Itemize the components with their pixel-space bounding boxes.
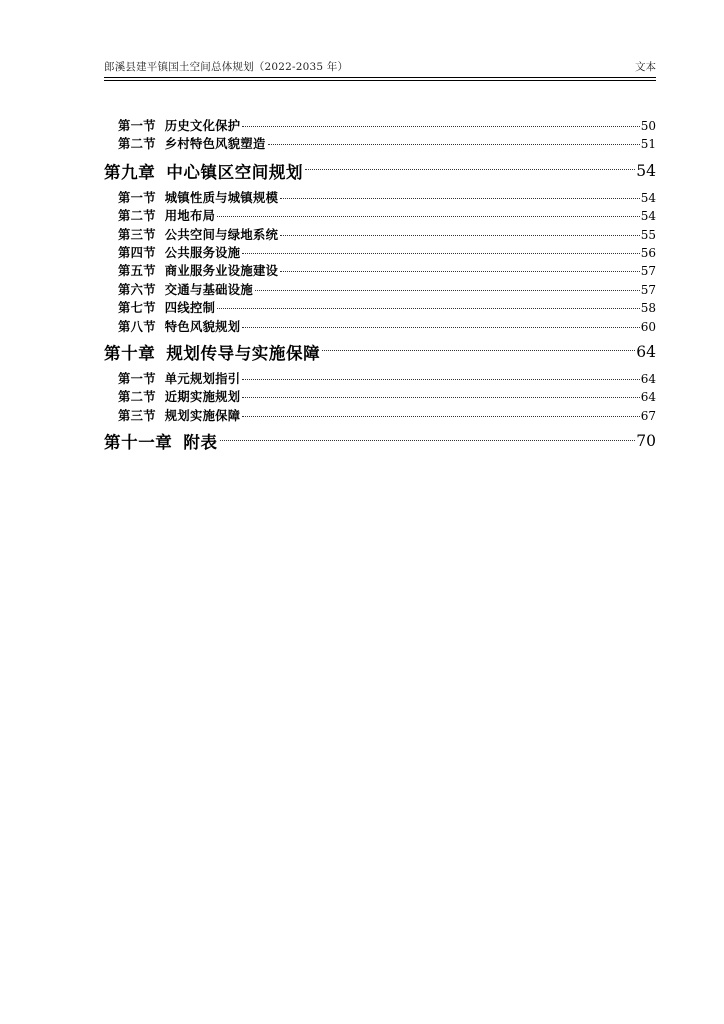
toc-section-entry[interactable] <box>104 188 656 206</box>
toc-entry-label <box>118 243 240 261</box>
document-type-label: 文本 <box>635 61 656 73</box>
toc-section-entry[interactable] <box>104 261 656 279</box>
table-of-contents <box>104 116 656 458</box>
dot-leader <box>322 350 635 351</box>
toc-entry-label <box>118 188 278 206</box>
toc-entry-title: 城镇性质与城镇规模 <box>164 190 279 205</box>
toc-entry-label <box>118 206 215 224</box>
toc-page-number: 70 <box>636 432 656 451</box>
toc-page-number: 67 <box>640 408 656 423</box>
page-header <box>104 57 656 78</box>
toc-page-number: 64 <box>640 390 656 405</box>
dot-leader <box>280 235 640 236</box>
toc-chapter-entry[interactable] <box>104 154 656 188</box>
toc-entry-label <box>118 406 240 424</box>
header-rule <box>104 80 656 81</box>
toc-entry-number: 第十一章 <box>104 433 173 453</box>
toc-section-entry[interactable] <box>104 406 656 424</box>
toc-entry-title: 近期实施规划 <box>164 390 241 405</box>
toc-entry-label <box>104 429 218 453</box>
toc-entry-title: 商业服务业设施建设 <box>164 264 279 279</box>
toc-entry-title: 规划实施保障 <box>164 408 241 423</box>
toc-entry-title: 附表 <box>183 433 218 453</box>
toc-section-entry[interactable] <box>104 387 656 405</box>
toc-section-entry[interactable] <box>104 298 656 316</box>
toc-section-entry[interactable] <box>104 134 656 152</box>
toc-entry-label <box>118 134 266 152</box>
dot-leader <box>217 216 640 217</box>
toc-entry-number: 第三节 <box>118 408 156 423</box>
toc-entry-title: 历史文化保护 <box>164 119 241 133</box>
toc-page-number: 54 <box>640 209 656 224</box>
toc-entry-title: 交通与基础设施 <box>164 282 253 297</box>
toc-entry-title: 四线控制 <box>164 301 216 316</box>
toc-section-entry[interactable] <box>104 206 656 224</box>
toc-entry-number: 第一节 <box>118 371 156 386</box>
dot-leader <box>255 290 640 291</box>
toc-page-number: 54 <box>636 161 656 180</box>
toc-entry-title: 中心镇区空间规划 <box>166 162 304 182</box>
dot-leader <box>280 198 640 199</box>
document-title: 郎溪县建平镇国土空间总体规划（2022-2035 年） <box>104 61 349 73</box>
toc-entry-title: 乡村特色风貌塑造 <box>164 137 266 152</box>
toc-section-entry[interactable] <box>104 280 656 298</box>
toc-entry-label <box>104 159 303 183</box>
toc-section-entry[interactable] <box>104 317 656 335</box>
toc-entry-title: 单元规划指引 <box>164 371 241 386</box>
dot-leader <box>305 169 635 170</box>
toc-page-number: 58 <box>640 301 656 316</box>
toc-page-number: 60 <box>640 319 656 334</box>
toc-entry-number: 第九章 <box>104 162 156 182</box>
toc-entry-title: 公共服务设施 <box>164 245 241 260</box>
toc-entry-number: 第五节 <box>118 264 156 279</box>
dot-leader <box>220 440 636 441</box>
toc-entry-number: 第十章 <box>104 343 156 363</box>
toc-page-number: 54 <box>640 190 656 205</box>
toc-chapter-entry[interactable] <box>104 335 656 369</box>
toc-entry-number: 第二节 <box>118 209 156 224</box>
toc-entry-label <box>118 280 253 298</box>
dot-leader <box>217 308 640 309</box>
toc-section-entry[interactable] <box>104 225 656 243</box>
toc-page-number: 56 <box>640 245 656 260</box>
toc-entry-number: 第一节 <box>118 119 156 133</box>
toc-entry-number: 第二节 <box>118 390 156 405</box>
dot-leader <box>242 253 639 254</box>
toc-entry-number: 第七节 <box>118 301 156 316</box>
toc-page-number: 64 <box>636 342 656 361</box>
dot-leader <box>268 144 640 145</box>
dot-leader <box>242 327 639 328</box>
toc-page-number: 64 <box>640 371 656 386</box>
toc-page-number: 57 <box>640 282 656 297</box>
toc-entry-label <box>118 225 278 243</box>
dot-leader <box>242 126 639 127</box>
toc-entry-label <box>118 317 240 335</box>
toc-page-number: 57 <box>640 264 656 279</box>
toc-entry-number: 第一节 <box>118 190 156 205</box>
toc-entry-label <box>104 340 320 364</box>
toc-section-entry[interactable] <box>104 116 656 134</box>
toc-page-number: 55 <box>640 227 656 242</box>
dot-leader <box>242 397 639 398</box>
toc-entry-label <box>118 369 240 387</box>
toc-section-entry[interactable] <box>104 369 656 387</box>
toc-entry-title: 规划传导与实施保障 <box>166 343 321 363</box>
toc-entry-number: 第六节 <box>118 282 156 297</box>
toc-section-entry[interactable] <box>104 243 656 261</box>
toc-page-number: 50 <box>640 119 656 133</box>
dot-leader <box>280 271 640 272</box>
toc-entry-label <box>118 387 240 405</box>
toc-entry-label <box>118 298 215 316</box>
toc-entry-label <box>118 261 278 279</box>
toc-entry-title: 公共空间与绿地系统 <box>164 227 279 242</box>
dot-leader <box>242 379 639 380</box>
toc-entry-number: 第四节 <box>118 245 156 260</box>
toc-entry-number: 第二节 <box>118 137 156 152</box>
toc-entry-label <box>118 116 240 134</box>
toc-entry-title: 特色风貌规划 <box>164 319 241 334</box>
toc-entry-number: 第三节 <box>118 227 156 242</box>
toc-entry-title: 用地布局 <box>164 209 216 224</box>
toc-entry-number: 第八节 <box>118 319 156 334</box>
toc-chapter-entry[interactable] <box>104 424 656 458</box>
toc-page-number: 51 <box>640 137 656 152</box>
dot-leader <box>242 416 639 417</box>
